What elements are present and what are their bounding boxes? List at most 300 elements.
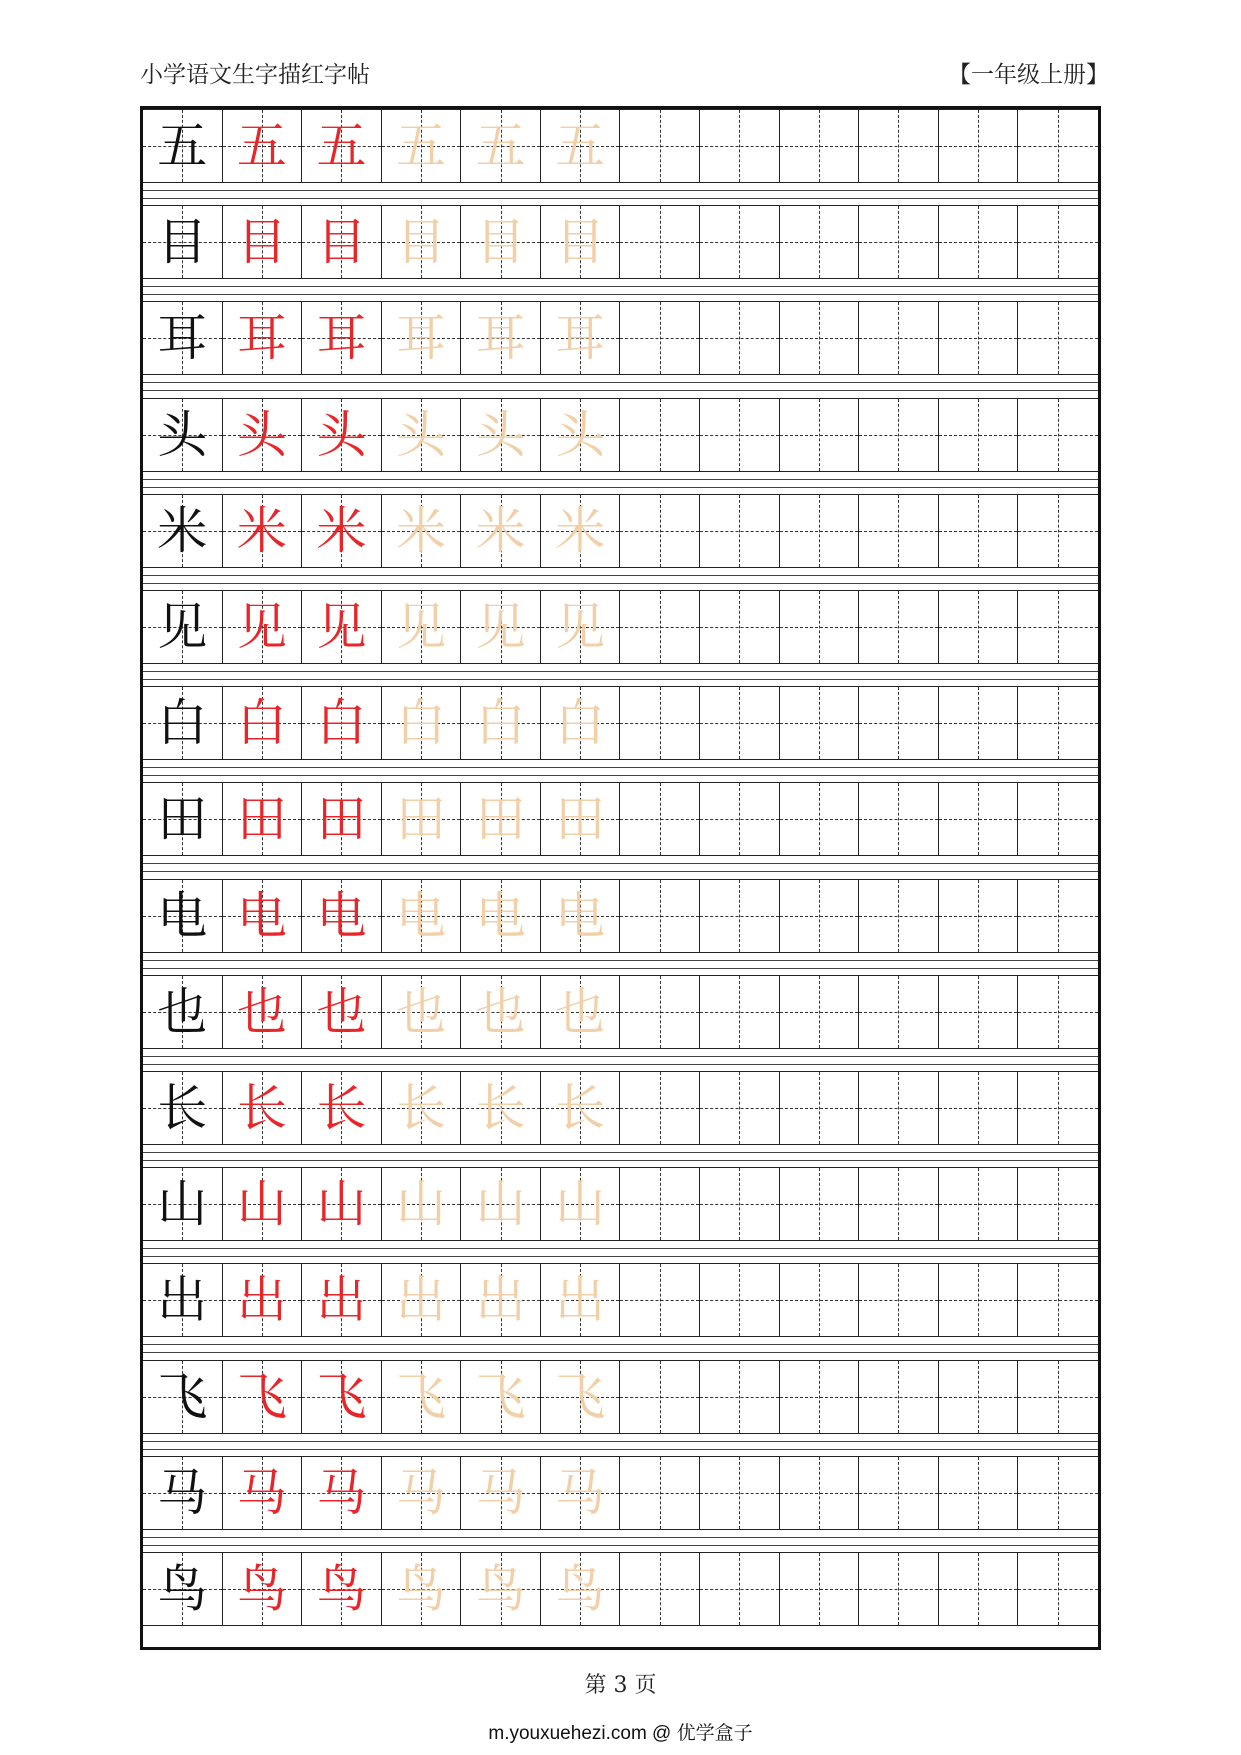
blank-practice-cell — [1018, 110, 1098, 182]
trace-character: 飞 — [475, 1367, 526, 1426]
red-character: 耳 — [316, 309, 367, 368]
blank-practice-cell — [939, 1361, 1019, 1433]
trace-character: 也 — [396, 982, 447, 1041]
guide-line-vertical — [739, 495, 740, 567]
guide-line-vertical — [898, 1553, 899, 1625]
blank-practice-cell — [859, 1072, 939, 1144]
light-trace-cell — [461, 591, 541, 663]
trace-character: 耳 — [396, 309, 447, 368]
guide-line-vertical — [739, 687, 740, 759]
guide-line-vertical — [898, 880, 899, 952]
red-trace-cell — [302, 1553, 382, 1625]
row-spacer-line — [143, 871, 1098, 872]
red-character: 飞 — [316, 1367, 367, 1426]
model-character: 长 — [157, 1079, 208, 1137]
red-trace-cell — [223, 880, 303, 952]
row-spacer-line — [143, 671, 1098, 672]
guide-line-vertical — [739, 1072, 740, 1144]
guide-line-vertical — [978, 591, 979, 663]
light-trace-cell — [461, 1457, 541, 1529]
red-trace-cell — [302, 1457, 382, 1529]
blank-practice-cell — [780, 1264, 860, 1336]
row-spacer-line — [143, 1449, 1098, 1450]
light-trace-cell — [382, 110, 462, 182]
trace-character: 耳 — [555, 309, 606, 368]
red-trace-cell — [223, 495, 303, 567]
blank-practice-cell — [700, 591, 780, 663]
guide-line-vertical — [660, 110, 661, 182]
guide-line-vertical — [898, 1264, 899, 1336]
model-cell — [143, 1457, 223, 1529]
red-character: 白 — [236, 694, 287, 753]
light-trace-cell — [461, 1264, 541, 1336]
trace-character: 电 — [555, 886, 606, 945]
red-character: 头 — [316, 405, 367, 464]
practice-row — [143, 1360, 1098, 1434]
blank-practice-cell — [700, 110, 780, 182]
blank-practice-cell — [859, 110, 939, 182]
light-trace-cell — [461, 110, 541, 182]
red-character: 米 — [316, 501, 367, 560]
light-trace-cell — [461, 880, 541, 952]
blank-practice-cell — [780, 880, 860, 952]
document-title: 小学语文生字描红字帖 — [140, 62, 370, 88]
guide-line-vertical — [978, 880, 979, 952]
blank-practice-cell — [780, 1168, 860, 1240]
blank-practice-cell — [780, 495, 860, 567]
practice-row — [143, 301, 1098, 375]
row-spacer-line — [143, 1248, 1098, 1249]
trace-character: 见 — [555, 598, 606, 656]
trace-character: 五 — [396, 117, 447, 175]
blank-practice-cell — [780, 976, 860, 1048]
row-spacer-line — [143, 190, 1098, 191]
light-trace-cell — [382, 1553, 462, 1625]
trace-character: 头 — [475, 405, 526, 464]
blank-practice-cell — [859, 687, 939, 759]
red-trace-cell — [302, 976, 382, 1048]
red-character: 马 — [236, 1463, 287, 1522]
model-character: 见 — [157, 598, 208, 656]
blank-practice-cell — [700, 1168, 780, 1240]
blank-practice-cell — [859, 591, 939, 663]
row-spacer-line — [143, 767, 1098, 768]
row-spacer-line — [143, 1256, 1098, 1257]
guide-line-vertical — [660, 1072, 661, 1144]
blank-practice-cell — [780, 1072, 860, 1144]
blank-practice-cell — [939, 591, 1019, 663]
red-trace-cell — [223, 399, 303, 471]
red-character: 米 — [236, 501, 287, 560]
blank-practice-cell — [620, 1264, 700, 1336]
guide-line-vertical — [898, 687, 899, 759]
guide-line-vertical — [660, 880, 661, 952]
trace-character: 马 — [475, 1463, 526, 1522]
practice-row — [143, 590, 1098, 664]
row-spacer-line — [143, 968, 1098, 969]
guide-line-vertical — [739, 399, 740, 471]
guide-line-vertical — [819, 302, 820, 374]
trace-character: 见 — [475, 598, 526, 656]
blank-practice-cell — [939, 495, 1019, 567]
red-character: 白 — [316, 694, 367, 753]
row-spacer-line — [143, 294, 1098, 295]
guide-line-vertical — [978, 1553, 979, 1625]
guide-line-vertical — [819, 110, 820, 182]
light-trace-cell — [382, 880, 462, 952]
red-character: 头 — [236, 405, 287, 464]
blank-practice-cell — [620, 302, 700, 374]
practice-row — [143, 1071, 1098, 1145]
guide-line-vertical — [739, 1457, 740, 1529]
guide-line-vertical — [819, 1168, 820, 1240]
blank-practice-cell — [620, 206, 700, 278]
light-trace-cell — [541, 399, 621, 471]
blank-practice-cell — [1018, 1553, 1098, 1625]
model-cell — [143, 687, 223, 759]
trace-character: 目 — [555, 213, 606, 272]
guide-line-vertical — [1058, 1553, 1059, 1625]
blank-practice-cell — [780, 302, 860, 374]
light-trace-cell — [382, 1457, 462, 1529]
light-trace-cell — [382, 1168, 462, 1240]
blank-practice-cell — [1018, 302, 1098, 374]
light-trace-cell — [382, 1264, 462, 1336]
guide-line-vertical — [819, 1457, 820, 1529]
red-character: 出 — [316, 1271, 367, 1330]
guide-line-vertical — [978, 206, 979, 278]
blank-practice-cell — [1018, 687, 1098, 759]
blank-practice-cell — [780, 783, 860, 855]
light-trace-cell — [382, 591, 462, 663]
guide-line-vertical — [1058, 687, 1059, 759]
light-trace-cell — [541, 1361, 621, 1433]
red-trace-cell — [223, 1553, 303, 1625]
red-trace-cell — [223, 783, 303, 855]
guide-line-vertical — [978, 302, 979, 374]
light-trace-cell — [382, 687, 462, 759]
guide-line-vertical — [819, 1361, 820, 1433]
blank-practice-cell — [939, 1072, 1019, 1144]
red-character: 飞 — [236, 1367, 287, 1426]
blank-practice-cell — [1018, 783, 1098, 855]
guide-line-vertical — [660, 783, 661, 855]
red-character: 长 — [316, 1079, 367, 1137]
model-cell — [143, 302, 223, 374]
blank-practice-cell — [859, 1457, 939, 1529]
trace-character: 头 — [555, 405, 606, 464]
trace-character: 电 — [475, 886, 526, 945]
blank-practice-cell — [939, 687, 1019, 759]
blank-practice-cell — [939, 206, 1019, 278]
guide-line-vertical — [978, 110, 979, 182]
row-spacer-line — [143, 863, 1098, 864]
blank-practice-cell — [700, 976, 780, 1048]
guide-line-vertical — [660, 495, 661, 567]
trace-character: 山 — [475, 1175, 526, 1234]
row-spacer-line — [143, 487, 1098, 488]
light-trace-cell — [541, 495, 621, 567]
blank-practice-cell — [859, 783, 939, 855]
trace-character: 头 — [396, 405, 447, 464]
model-character: 马 — [157, 1463, 208, 1522]
blank-practice-cell — [859, 1361, 939, 1433]
model-cell — [143, 1264, 223, 1336]
trace-character: 白 — [555, 694, 606, 753]
guide-line-vertical — [819, 687, 820, 759]
trace-character: 白 — [396, 694, 447, 753]
red-character: 也 — [316, 982, 367, 1041]
guide-line-vertical — [819, 1264, 820, 1336]
guide-line-vertical — [739, 1264, 740, 1336]
red-trace-cell — [302, 687, 382, 759]
trace-character: 长 — [475, 1079, 526, 1137]
light-trace-cell — [541, 1168, 621, 1240]
light-trace-cell — [461, 1072, 541, 1144]
guide-line-vertical — [739, 880, 740, 952]
guide-line-vertical — [1058, 110, 1059, 182]
light-trace-cell — [541, 302, 621, 374]
red-character: 五 — [316, 117, 367, 175]
guide-line-vertical — [1058, 976, 1059, 1048]
red-trace-cell — [302, 1168, 382, 1240]
red-trace-cell — [302, 110, 382, 182]
trace-character: 出 — [555, 1271, 606, 1330]
row-spacer-line — [143, 198, 1098, 199]
trace-character: 长 — [396, 1079, 447, 1137]
red-trace-cell — [223, 1072, 303, 1144]
model-cell — [143, 1168, 223, 1240]
guide-line-vertical — [739, 302, 740, 374]
model-cell — [143, 1361, 223, 1433]
blank-practice-cell — [780, 1457, 860, 1529]
guide-line-vertical — [898, 110, 899, 182]
model-character: 目 — [157, 213, 208, 272]
blank-practice-cell — [1018, 1361, 1098, 1433]
guide-line-vertical — [898, 302, 899, 374]
light-trace-cell — [461, 1553, 541, 1625]
trace-character: 长 — [555, 1079, 606, 1137]
guide-line-vertical — [660, 591, 661, 663]
guide-line-vertical — [978, 976, 979, 1048]
guide-line-vertical — [898, 976, 899, 1048]
light-trace-cell — [541, 1264, 621, 1336]
guide-line-vertical — [978, 1361, 979, 1433]
model-cell — [143, 206, 223, 278]
blank-practice-cell — [1018, 399, 1098, 471]
model-character: 米 — [157, 501, 208, 560]
red-character: 田 — [316, 790, 367, 849]
model-character: 五 — [157, 117, 208, 175]
blank-practice-cell — [700, 1072, 780, 1144]
model-cell — [143, 1072, 223, 1144]
practice-row — [143, 1167, 1098, 1241]
light-trace-cell — [382, 399, 462, 471]
guide-line-vertical — [739, 976, 740, 1048]
practice-row — [143, 1552, 1098, 1626]
light-trace-cell — [541, 1072, 621, 1144]
blank-practice-cell — [939, 399, 1019, 471]
guide-line-vertical — [660, 399, 661, 471]
red-trace-cell — [223, 110, 303, 182]
model-character: 田 — [157, 790, 208, 849]
red-trace-cell — [302, 1072, 382, 1144]
blank-practice-cell — [700, 1553, 780, 1625]
red-trace-cell — [302, 1361, 382, 1433]
blank-practice-cell — [859, 302, 939, 374]
guide-line-vertical — [898, 1361, 899, 1433]
row-spacer-line — [143, 1160, 1098, 1161]
blank-practice-cell — [620, 783, 700, 855]
row-spacer-line — [143, 583, 1098, 584]
guide-line-vertical — [978, 1168, 979, 1240]
guide-line-vertical — [1058, 783, 1059, 855]
blank-practice-cell — [939, 783, 1019, 855]
blank-practice-cell — [700, 1264, 780, 1336]
blank-practice-cell — [1018, 591, 1098, 663]
guide-line-vertical — [660, 1168, 661, 1240]
blank-practice-cell — [700, 399, 780, 471]
red-trace-cell — [223, 1168, 303, 1240]
blank-practice-cell — [939, 880, 1019, 952]
light-trace-cell — [541, 880, 621, 952]
row-spacer-line — [143, 1441, 1098, 1442]
guide-line-vertical — [660, 206, 661, 278]
light-trace-cell — [541, 783, 621, 855]
trace-character: 白 — [475, 694, 526, 753]
blank-practice-cell — [1018, 1457, 1098, 1529]
guide-line-vertical — [978, 1457, 979, 1529]
guide-line-vertical — [1058, 1457, 1059, 1529]
guide-line-vertical — [898, 591, 899, 663]
guide-line-vertical — [898, 1168, 899, 1240]
trace-character: 飞 — [555, 1367, 606, 1426]
practice-row — [143, 782, 1098, 856]
blank-practice-cell — [939, 976, 1019, 1048]
blank-practice-cell — [620, 399, 700, 471]
guide-line-vertical — [819, 1553, 820, 1625]
practice-grid — [140, 106, 1101, 1650]
blank-practice-cell — [700, 1457, 780, 1529]
light-trace-cell — [382, 783, 462, 855]
guide-line-vertical — [739, 1168, 740, 1240]
model-character: 飞 — [157, 1367, 208, 1426]
red-character: 鸟 — [236, 1560, 287, 1618]
trace-character: 电 — [396, 886, 447, 945]
row-spacer-line — [143, 1545, 1098, 1546]
red-character: 耳 — [236, 309, 287, 368]
blank-practice-cell — [859, 880, 939, 952]
light-trace-cell — [541, 110, 621, 182]
guide-line-vertical — [819, 399, 820, 471]
red-character: 五 — [236, 117, 287, 175]
trace-character: 马 — [396, 1463, 447, 1522]
guide-line-vertical — [978, 1264, 979, 1336]
trace-character: 田 — [475, 790, 526, 849]
guide-line-vertical — [819, 1072, 820, 1144]
light-trace-cell — [461, 976, 541, 1048]
guide-line-vertical — [898, 206, 899, 278]
trace-character: 山 — [555, 1175, 606, 1234]
light-trace-cell — [461, 1168, 541, 1240]
blank-practice-cell — [1018, 495, 1098, 567]
trace-character: 马 — [555, 1463, 606, 1522]
blank-practice-cell — [620, 591, 700, 663]
guide-line-vertical — [978, 687, 979, 759]
red-character: 见 — [236, 598, 287, 656]
trace-character: 目 — [475, 213, 526, 272]
guide-line-vertical — [1058, 399, 1059, 471]
guide-line-vertical — [1058, 1264, 1059, 1336]
red-trace-cell — [223, 1457, 303, 1529]
trace-character: 田 — [396, 790, 447, 849]
light-trace-cell — [461, 783, 541, 855]
guide-line-vertical — [1058, 1168, 1059, 1240]
blank-practice-cell — [700, 687, 780, 759]
model-character: 也 — [157, 982, 208, 1041]
trace-character: 鸟 — [396, 1560, 447, 1618]
model-cell — [143, 495, 223, 567]
guide-line-vertical — [819, 206, 820, 278]
guide-line-vertical — [978, 495, 979, 567]
blank-practice-cell — [859, 206, 939, 278]
light-trace-cell — [541, 976, 621, 1048]
red-character: 电 — [316, 886, 367, 945]
blank-practice-cell — [620, 1553, 700, 1625]
row-spacer-line — [143, 1344, 1098, 1345]
trace-character: 五 — [555, 117, 606, 175]
blank-practice-cell — [620, 880, 700, 952]
trace-character: 也 — [475, 982, 526, 1041]
blank-practice-cell — [859, 495, 939, 567]
red-character: 目 — [316, 213, 367, 272]
light-trace-cell — [541, 1553, 621, 1625]
blank-practice-cell — [700, 495, 780, 567]
model-character: 山 — [157, 1175, 208, 1234]
red-character: 也 — [236, 982, 287, 1041]
red-trace-cell — [302, 1264, 382, 1336]
guide-line-vertical — [1058, 206, 1059, 278]
guide-line-vertical — [819, 783, 820, 855]
row-spacer-line — [143, 575, 1098, 576]
red-trace-cell — [223, 1264, 303, 1336]
guide-line-vertical — [660, 1264, 661, 1336]
blank-practice-cell — [620, 110, 700, 182]
red-character: 电 — [236, 886, 287, 945]
guide-line-vertical — [660, 976, 661, 1048]
model-cell — [143, 591, 223, 663]
red-trace-cell — [223, 1361, 303, 1433]
guide-line-vertical — [739, 110, 740, 182]
light-trace-cell — [541, 687, 621, 759]
page-number: 第 3 页 — [584, 1673, 657, 1698]
trace-character: 山 — [396, 1175, 447, 1234]
guide-line-vertical — [819, 591, 820, 663]
model-cell — [143, 1553, 223, 1625]
guide-line-vertical — [819, 976, 820, 1048]
light-trace-cell — [382, 302, 462, 374]
light-trace-cell — [382, 1072, 462, 1144]
blank-practice-cell — [620, 687, 700, 759]
red-character: 出 — [236, 1271, 287, 1330]
trace-character: 米 — [475, 501, 526, 560]
practice-row — [143, 1456, 1098, 1530]
trace-character: 飞 — [396, 1367, 447, 1426]
blank-practice-cell — [620, 1361, 700, 1433]
guide-line-vertical — [739, 783, 740, 855]
red-character: 长 — [236, 1079, 287, 1137]
guide-line-vertical — [1058, 495, 1059, 567]
